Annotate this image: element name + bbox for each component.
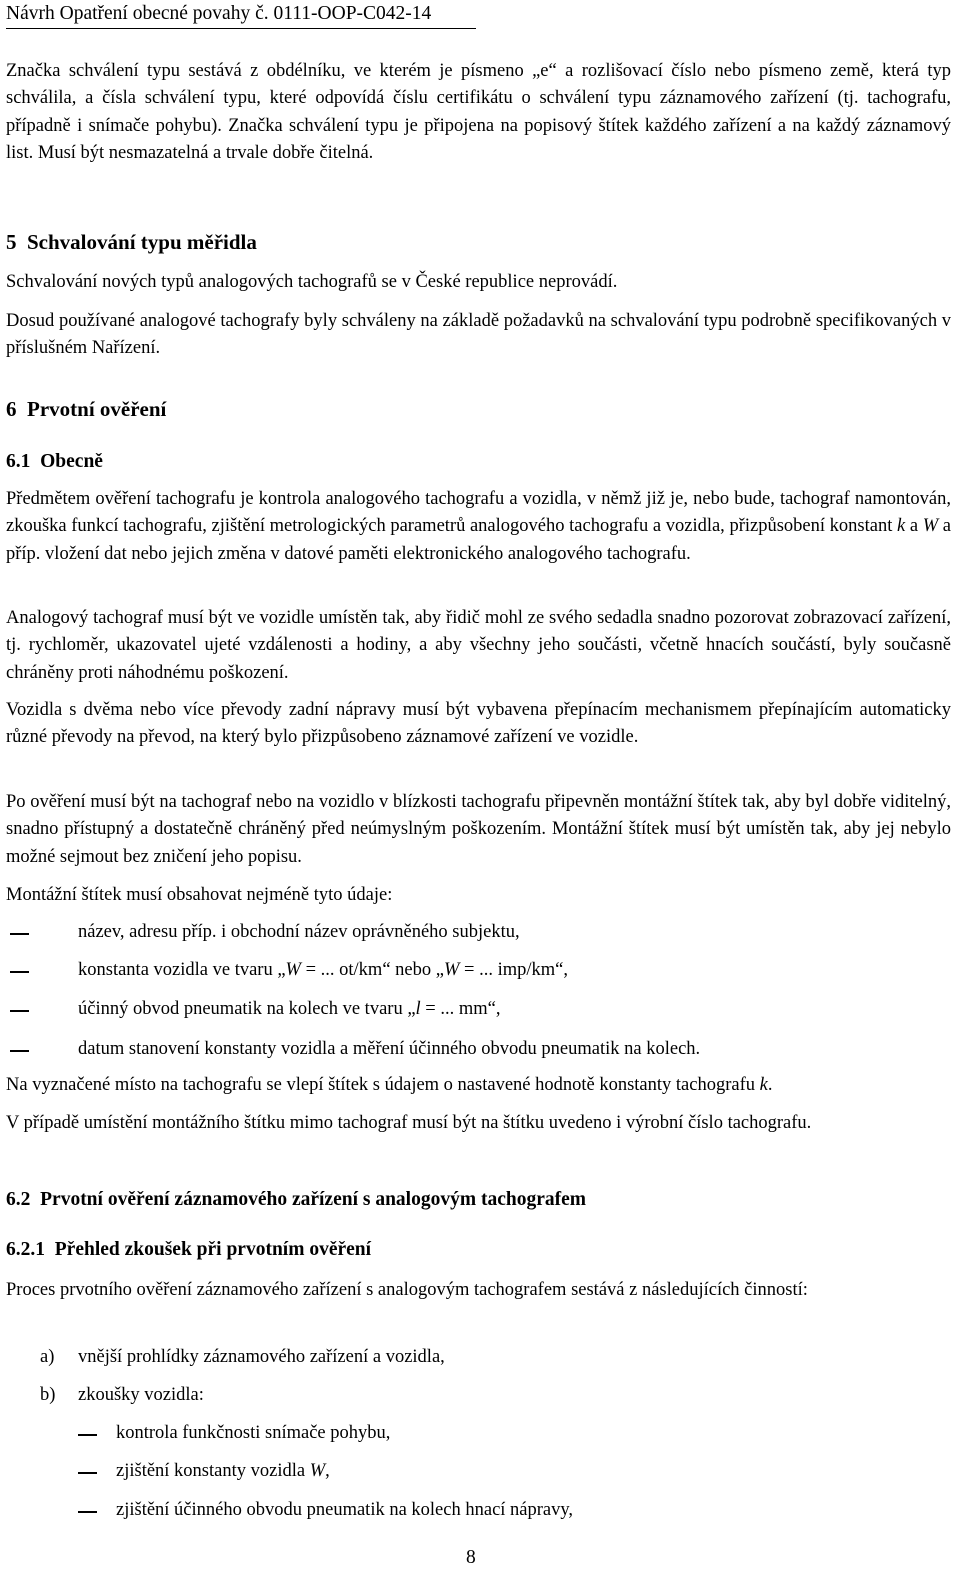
section-title: Přehled zkoušek při prvotním ověření <box>54 1239 372 1260</box>
section-6-1-heading <box>6 451 951 473</box>
sub-list-item: zjištění účinného obvodu pneumatik na kolech hnací nápravy, <box>116 1500 574 1520</box>
section-number: 6.1 <box>6 451 31 472</box>
section-5-heading <box>6 230 951 255</box>
sub-list-item: kontrola funkčnosti snímače pohybu, <box>116 1423 391 1443</box>
dash-bullet <box>10 1010 29 1012</box>
paragraph-process: Proces prvotního ověření záznamového zařízení s analogovým tachografem sestává z následujících činností: <box>6 1280 808 1300</box>
section-title: Obecně <box>40 451 103 472</box>
paragraph-installation-plate: Po ověření musí být na tachograf nebo na vozidlo v blízkosti tachografu připevněn montážní štítek tak, aby byl dobře viditelný, snadno přístupný a dostatečně chráněný před neúmyslným poškozením. Montážní štítek musí být umístěn tak, aby jej nebylo možné sejmout bez zničení jeho popisu. <box>6 792 951 867</box>
list-item: vnější prohlídky záznamového zařízení a vozidla, <box>78 1347 445 1367</box>
dash-bullet <box>78 1511 97 1513</box>
section-6-2-heading <box>6 1189 951 1211</box>
page-number: 8 <box>466 1547 476 1568</box>
paragraph-gear-switch: Vozidla s dvěma nebo více převody zadní nápravy musí být vybavena přepínacím mechanismem přepínajícím automaticky různé převody na převod, na který bylo přizpůsobeno záznamové zařízení ve vozidle. <box>6 700 951 748</box>
dash-bullet <box>10 933 29 935</box>
section-title: Prvotní ověření záznamového zařízení s analogovým tachografem <box>40 1189 587 1210</box>
section-number: 6.2 <box>6 1189 31 1210</box>
paragraph-placement: Analogový tachograf musí být ve vozidle umístěn tak, aby řidič mohl ze svého sedadla snadno pozorovat zobrazovací zařízení, tj. rychloměr, ukazovatel ujeté vzdálenosti a hodiny, a aby všechny jeho součásti, včetně hnacích součástí, byly současně chráněny proti náhodnému poškození. <box>6 608 951 683</box>
paragraph-verification-subject: Předmětem ověření tachografu je kontrola analogového tachografu a vozidla, v němž již je, nebo bude, tachograf namontován, zkouška funkcí tachografu, zjištění metrologických parametrů analogového tachografu a vozidla, přizpůsobení konstant k a W a příp. vložení dat nebo jejich změna v datové paměti elektronického analogového tachografu. <box>6 489 951 564</box>
paragraph-plate-contents: Montážní štítek musí obsahovat nejméně tyto údaje: <box>6 885 393 905</box>
list-item: zkoušky vozidla: <box>78 1385 204 1405</box>
dash-bullet <box>10 1050 29 1052</box>
list-label: b) <box>40 1385 56 1405</box>
paragraph-approval-mark: Značka schválení typu sestává z obdélníku, ve kterém je písmeno „e“ a rozlišovací číslo nebo písmeno země, která typ schválila, a čísla schválení typu, které odpovídá číslu certifikátu o schválení typu záznamového zařízení (tj. tachografu, případně i snímače pohybu). Značka schválení typu je připojena na popisový štítek každého zařízení a na každý záznamový list. Musí být nesmazatelná a trvale dobře čitelná. <box>6 61 951 163</box>
dash-bullet <box>78 1472 97 1474</box>
paragraph-existing-tachographs: Dosud používané analogové tachografy byly schváleny na základě požadavků na schvalování typu podrobně specifikovaných v příslušném Nařízení. <box>6 311 951 359</box>
section-6-heading <box>6 397 951 422</box>
dash-bullet <box>10 971 29 973</box>
list-item: účinný obvod pneumatik na kolech ve tvaru „l = ... mm“, <box>78 999 501 1019</box>
paragraph-plate-outside: V případě umístění montážního štítku mimo tachograf musí být na štítku uvedeno i výrobní číslo tachografu. <box>6 1113 812 1133</box>
paragraph-no-approval: Schvalování nových typů analogových tachografů se v České republice neprovádí. <box>6 272 618 292</box>
paragraph-k-sticker: Na vyznačené místo na tachografu se vlepí štítek s údajem o nastavené hodnotě konstanty tachografu k. <box>6 1075 773 1095</box>
section-number: 6.2.1 <box>6 1239 45 1260</box>
section-number: 6 <box>6 397 17 421</box>
list-label: a) <box>40 1347 55 1367</box>
list-item: datum stanovení konstanty vozidla a měření účinného obvodu pneumatik na kolech. <box>78 1039 701 1059</box>
document-header: Návrh Opatření obecné povahy č. 0111-OOP-C042-14 <box>6 3 476 29</box>
sub-list-item: zjištění konstanty vozidla W, <box>116 1461 330 1481</box>
dash-bullet <box>78 1434 97 1436</box>
section-number: 5 <box>6 230 17 254</box>
list-item: název, adresu příp. i obchodní název oprávněného subjektu, <box>78 922 520 942</box>
section-title: Schvalování typu měřidla <box>27 230 257 254</box>
section-6-2-1-heading <box>6 1239 951 1261</box>
section-title: Prvotní ověření <box>27 397 167 421</box>
list-item: konstanta vozidla ve tvaru „W = ... ot/km“ nebo „W = ... imp/km“, <box>78 960 568 980</box>
